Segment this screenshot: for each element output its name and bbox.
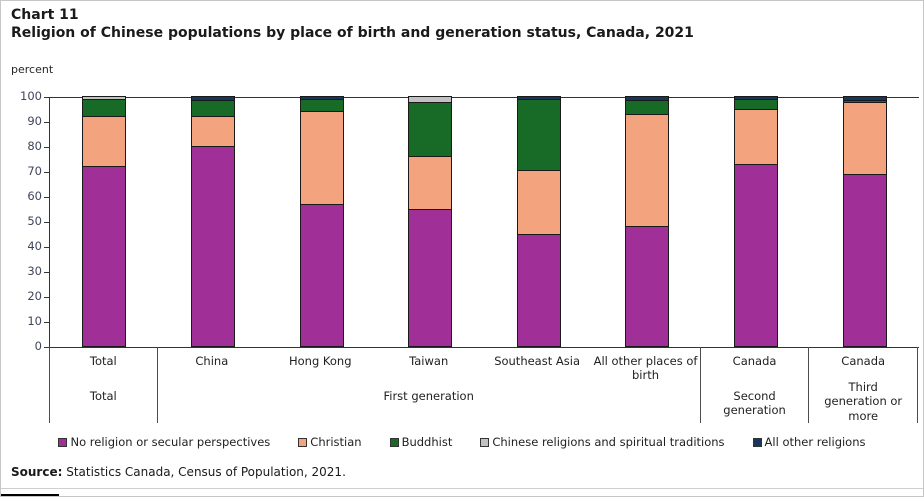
source-note [11,465,346,479]
plot-area [49,97,919,348]
y-tick-mark [44,222,49,223]
y-tick-label: 0 [34,339,42,353]
legend-swatch [58,438,67,447]
legend-swatch [480,438,489,447]
group-label: Total [89,389,117,403]
stacked-bar-7 [734,96,778,347]
y-tick-mark [44,247,49,248]
stacked-bar-5 [517,96,561,347]
legend [1,435,923,449]
bar-segment [517,170,561,234]
stacked-bar-3 [300,96,344,347]
bar-segment [734,164,778,347]
legend-item [298,435,361,449]
y-tick-label: 60 [27,189,42,203]
bar-segment [191,146,235,346]
bar-segment [625,100,669,114]
bar-slot [593,97,702,347]
y-tick-label: 50 [27,214,42,228]
bar-slot [485,97,594,347]
bar-segment [82,116,126,166]
category-row [158,347,700,389]
y-tick-label: 70 [27,164,42,178]
bar-slot [810,97,919,347]
category-label: Total [89,354,117,368]
stacked-bar-4 [408,96,452,347]
source-text: Statistics Canada, Census of Population, 2021. [62,465,346,479]
category-row [809,347,917,380]
bar-segment [408,102,452,156]
bar-segment [82,166,126,346]
legend-item [480,435,724,449]
bar-segment [843,102,887,173]
y-tick-label: 80 [27,139,42,153]
bar-segment [408,209,452,347]
title-block [11,7,694,42]
x-axis-labels [49,347,918,423]
y-tick-label: 40 [27,239,42,253]
chart-number: Chart 11 [11,7,79,23]
y-tick-mark [44,272,49,273]
y-tick-mark [44,297,49,298]
group-label: Second generation [723,389,786,418]
group-cell [158,347,701,423]
bar-segment [191,100,235,116]
stacked-bar-8 [843,96,887,347]
bar-slot [702,97,811,347]
legend-item [390,435,453,449]
bar-segment [300,111,344,204]
legend-swatch [298,438,307,447]
category-label: All other places of birth [593,354,698,383]
bar-segment [517,99,561,170]
stacked-bar-1 [82,96,126,347]
category-row [701,347,809,389]
stacked-bar-6 [625,96,669,347]
y-tick-label: 10 [27,314,42,328]
legend-label: Chinese religions and spiritual traditions [492,435,725,449]
y-tick-label: 90 [27,114,42,128]
corner-mark [1,494,59,496]
group-cell [701,347,810,423]
bar-slot [267,97,376,347]
source-prefix: Source: [11,465,63,479]
category-label: Canada [841,354,886,368]
y-tick-mark [44,122,49,123]
bar-segment [82,99,126,117]
plot-bars [50,97,919,347]
group-label: Third generation or more [824,379,903,423]
category-label: Hong Kong [288,354,352,368]
category-label: Taiwan [409,354,449,368]
y-tick-mark [44,197,49,198]
y-tick-mark [44,147,49,148]
stacked-bar-2 [191,96,235,347]
bar-segment [191,116,235,146]
category-label: Southeast Asia [494,354,580,368]
bar-segment [734,109,778,164]
y-tick-mark [44,322,49,323]
bar-segment [734,99,778,109]
legend-label: Christian [310,435,362,449]
bar-segment [625,114,669,227]
legend-label: No religion or secular perspectives [70,435,271,449]
bar-segment [843,174,887,347]
legend-item [58,435,270,449]
bar-segment [517,234,561,347]
group-cell [49,347,158,423]
y-tick-label: 30 [27,264,42,278]
chart-title: Religion of Chinese populations by place of birth and generation status, Canada, 2021 [11,24,694,41]
legend-swatch [753,438,762,447]
y-tick-mark [44,97,49,98]
category-label: Canada [732,354,777,368]
bar-segment [625,226,669,346]
y-tick-label: 100 [20,89,42,103]
y-axis-unit-label: percent [11,63,54,76]
category-row [50,347,157,389]
group-label: First generation [383,389,474,403]
legend-label: All other religions [764,435,866,449]
bar-slot [50,97,159,347]
y-tick-mark [44,172,49,173]
legend-label: Buddhist [401,435,453,449]
bar-segment [300,204,344,347]
y-tick-label: 20 [27,289,42,303]
group-cell [809,347,918,423]
bar-segment [300,99,344,112]
legend-swatch [390,438,399,447]
category-label: China [195,354,229,368]
bar-segment [408,156,452,209]
bar-slot [159,97,268,347]
legend-item [753,435,866,449]
bar-slot [376,97,485,347]
bottom-divider [1,488,923,489]
